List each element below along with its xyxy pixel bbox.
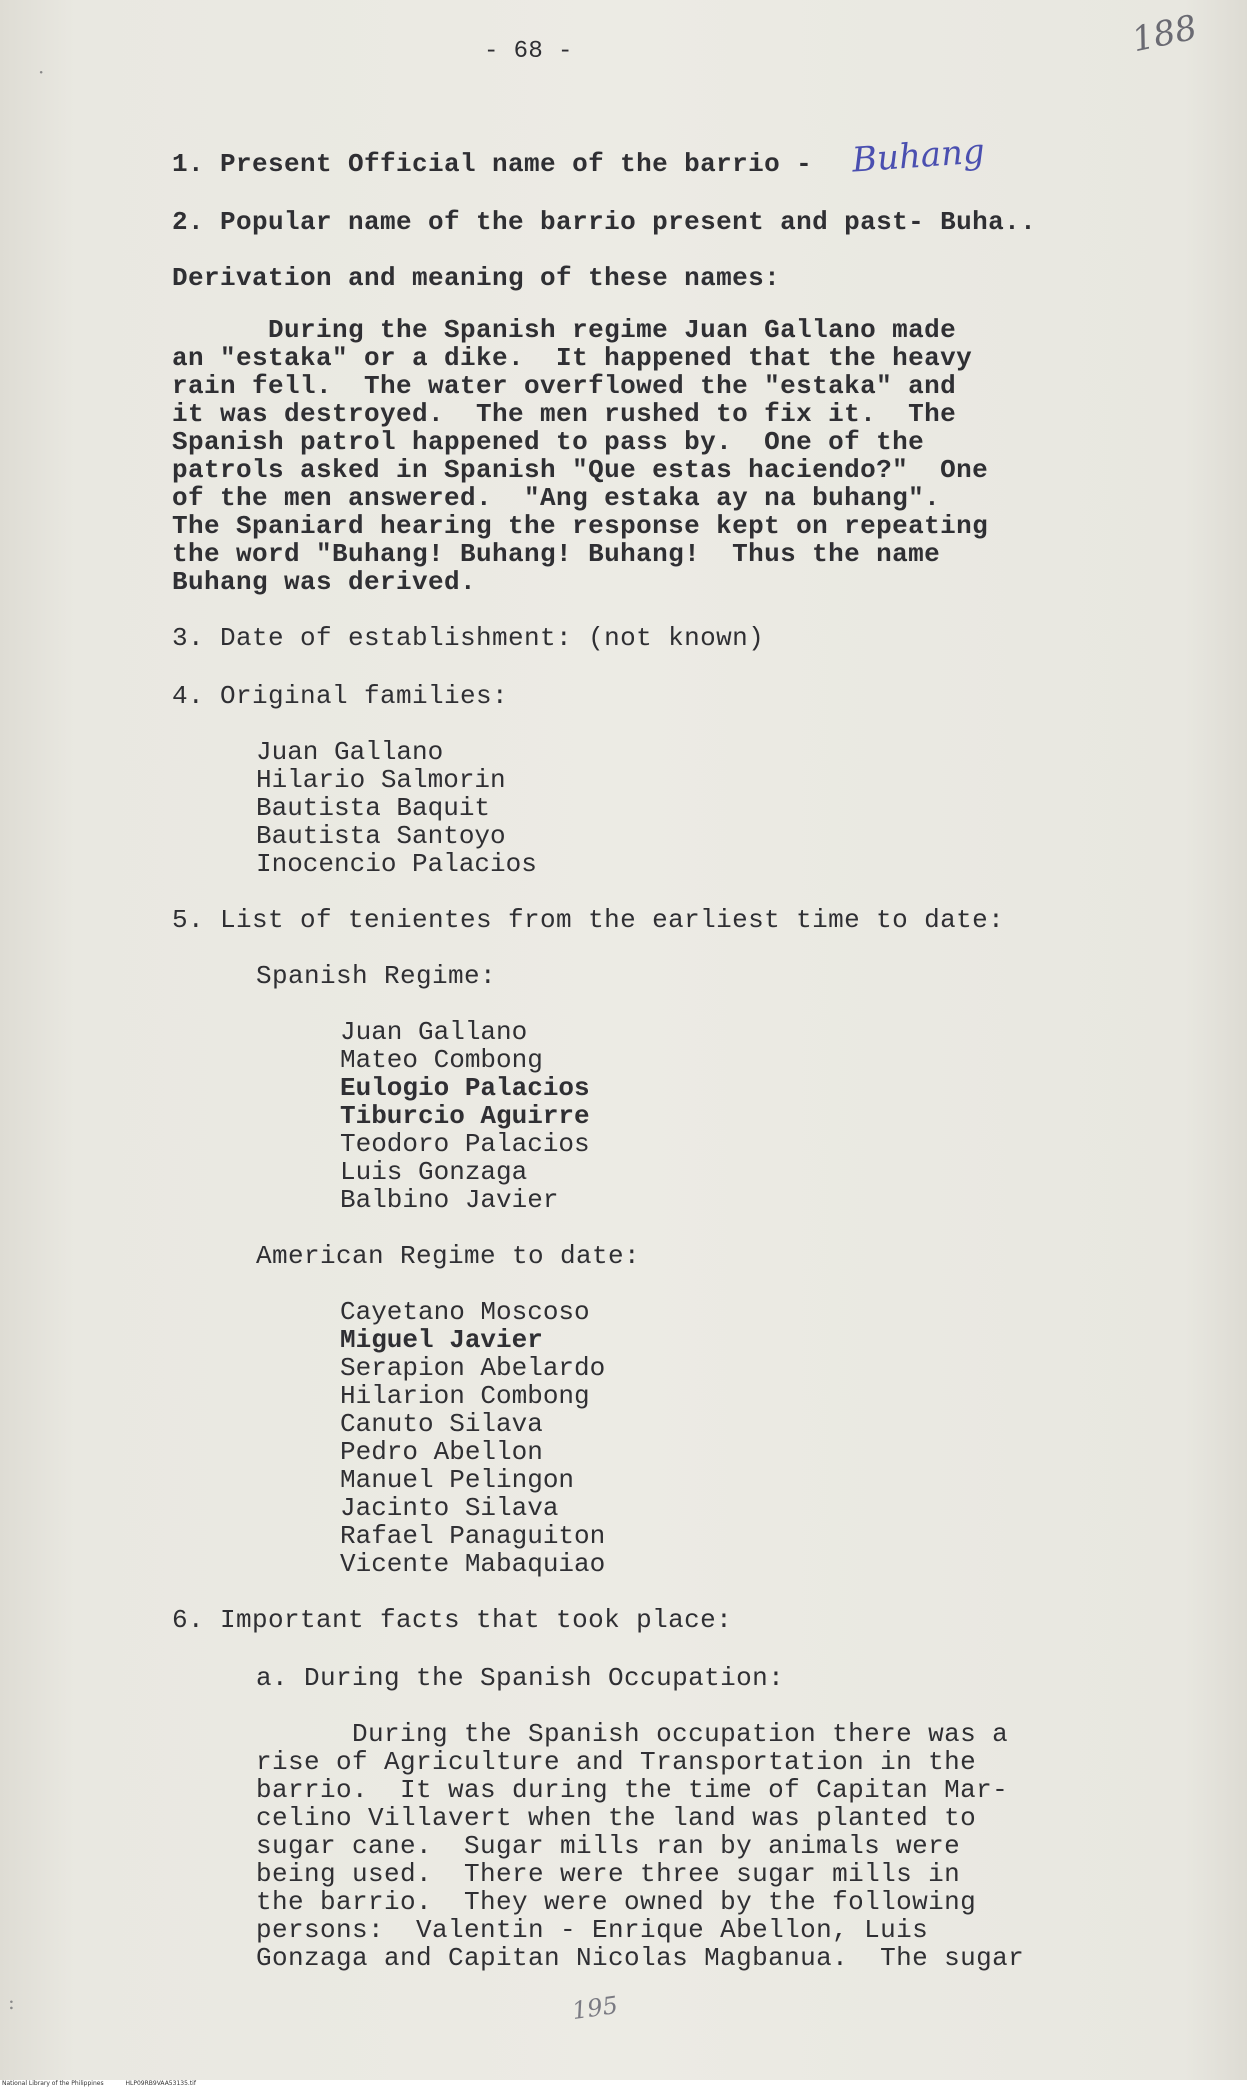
list-item: Cayetano Moscoso (340, 1297, 590, 1327)
derivation-heading: Derivation and meaning of these names: (172, 263, 781, 293)
list-item: Rafael Panaguiton (340, 1521, 606, 1551)
q3-label: 3. Date of establishment: (not known) (172, 623, 765, 653)
list-item: Vicente Mabaquiao (340, 1549, 606, 1579)
footer-file-id: HLP09RB9VAA53135.tif (125, 2080, 196, 2087)
list-item: Serapion Abelardo (340, 1353, 606, 1383)
list-item: Pedro Abellon (340, 1437, 543, 1467)
list-item: Hilario Salmorin (256, 765, 506, 795)
list-item: Inocencio Palacios (256, 849, 537, 879)
list-item: Juan Gallano (256, 737, 444, 767)
list-item: Miguel Javier (340, 1325, 543, 1355)
q4-label: 4. Original families: (172, 681, 509, 711)
list-item: Canuto Silava (340, 1409, 543, 1439)
q1-handwritten-answer: Buhang (850, 131, 986, 181)
list-item: Tiburcio Aguirre (340, 1101, 590, 1131)
spanish-tenientes-list (340, 1018, 590, 1214)
list-item: Jacinto Silava (340, 1493, 559, 1523)
spanish-occupation-paragraph: During the Spanish occupation there was a rise of Agriculture and Transportation in the barrio. It was during the time of Capitan Mar- celino Villavert when the land was planted to sugar cane. Sugar mills ran by animals were being used. There were three sugar mills in the barrio. They were owned by the following persons: Valentin - Enrique Abellon, Luis Gonzaga and Capitan Nicolas Magbanua. The sugar (256, 1719, 1025, 1973)
list-item: Bautista Santoyo (256, 821, 506, 851)
q5-label: 5. List of tenientes from the earliest time to date: (172, 905, 1005, 935)
page-number: - 68 - (484, 38, 573, 65)
corner-annotation: 188 (1128, 7, 1201, 61)
american-regime-heading: American Regime to date: (256, 1241, 641, 1271)
q1-label: 1. Present Official name of the barrio - (172, 149, 813, 179)
footer-library: National Library of the Philippines (2, 2080, 104, 2087)
original-families-list (256, 738, 537, 878)
list-item: Teodoro Palacios (340, 1129, 590, 1159)
list-item: Manuel Pelingon (340, 1465, 575, 1495)
q2-label: 2. Popular name of the barrio present and past- Buha.. (172, 207, 1037, 237)
spanish-regime-heading: Spanish Regime: (256, 961, 497, 991)
american-tenientes-list (340, 1298, 605, 1578)
q6a-label: a. During the Spanish Occupation: (256, 1663, 785, 1693)
list-item: Juan Gallano (340, 1017, 528, 1047)
scan-footer (0, 2080, 1247, 2088)
list-item: Luis Gonzaga (340, 1157, 528, 1187)
list-item: Bautista Baquit (256, 793, 491, 823)
margin-speck: : (8, 1990, 15, 2014)
margin-speck: · (38, 60, 45, 84)
bottom-annotation: 195 (570, 1990, 620, 2026)
derivation-paragraph: During the Spanish regime Juan Gallano made an "estaka" or a dike. It happened that the heavy rain fell. The water overflowed the "estaka" and it was destroyed. The men rushed to fix it. The Spanish patrol happened to pass by. One of the patrols asked in Spanish "Que estas haciendo?" One of the men answered. "Ang estaka ay na buhang". The Spaniard hearing the response kept on repeating the word "Buhang! Buhang! Buhang! Thus the name Buhang was derived. (172, 315, 989, 597)
q6-label: 6. Important facts that took place: (172, 1605, 733, 1635)
list-item: Mateo Combong (340, 1045, 543, 1075)
list-item: Balbino Javier (340, 1185, 559, 1215)
list-item: Eulogio Palacios (340, 1073, 590, 1103)
list-item: Hilarion Combong (340, 1381, 590, 1411)
